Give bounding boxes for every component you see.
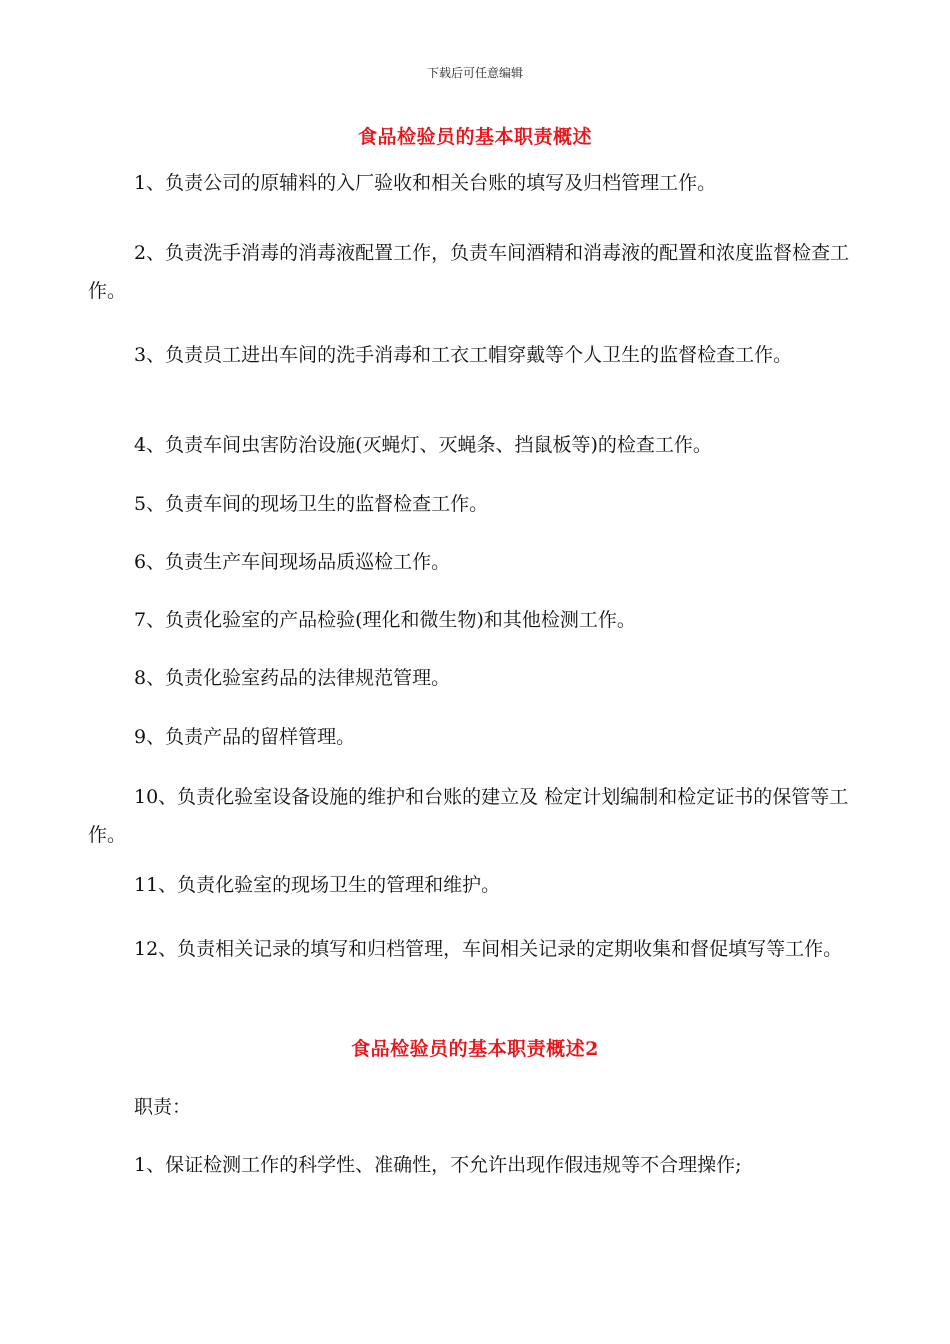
section1-item-2: 2、负责洗手消毒的消毒液配置工作，负责车间酒精和消毒液的配置和浓度监督检查工作。 <box>88 242 850 302</box>
section1-item-11: 11、负责化验室的现场卫生的管理和维护。 <box>134 874 501 896</box>
section1-item-5: 5、负责车间的现场卫生的监督检查工作。 <box>134 493 489 515</box>
section1-item-4: 4、负责车间虫害防治设施(灭蝇灯、灭蝇条、挡鼠板等)的检查工作。 <box>134 434 712 456</box>
section2-item-1: 1、保证检测工作的科学性、准确性，不允许出现作假违规等不合理操作; <box>134 1154 742 1176</box>
section1-item-1: 1、负责公司的原辅料的入厂验收和相关台账的填写及归档管理工作。 <box>134 172 717 194</box>
section1-item-10: 10、负责化验室设备设施的维护和台账的建立及 检定计划编制和检定证书的保管等工作。 <box>88 786 849 846</box>
section2-title: 食品检验员的基本职责概述2 <box>351 1038 599 1060</box>
section1-item-12: 12、负责相关记录的填写和归档管理，车间相关记录的定期收集和督促填写等工作。 <box>134 938 843 960</box>
section1-title: 食品检验员的基本职责概述 <box>357 126 592 148</box>
section1-item-3: 3、负责员工进出车间的洗手消毒和工衣工帽穿戴等个人卫生的监督检查工作。 <box>134 344 793 366</box>
section1-item-6: 6、负责生产车间现场品质巡检工作。 <box>134 551 451 573</box>
section2-label: 职责： <box>134 1096 192 1118</box>
section1-item-9: 9、负责产品的留样管理。 <box>134 726 356 748</box>
section1-item-8: 8、负责化验室药品的法律规范管理。 <box>134 667 451 689</box>
header-note: 下载后可任意编辑 <box>426 66 523 80</box>
section1-item-7: 7、负责化验室的产品检验(理化和微生物)和其他检测工作。 <box>134 609 636 631</box>
